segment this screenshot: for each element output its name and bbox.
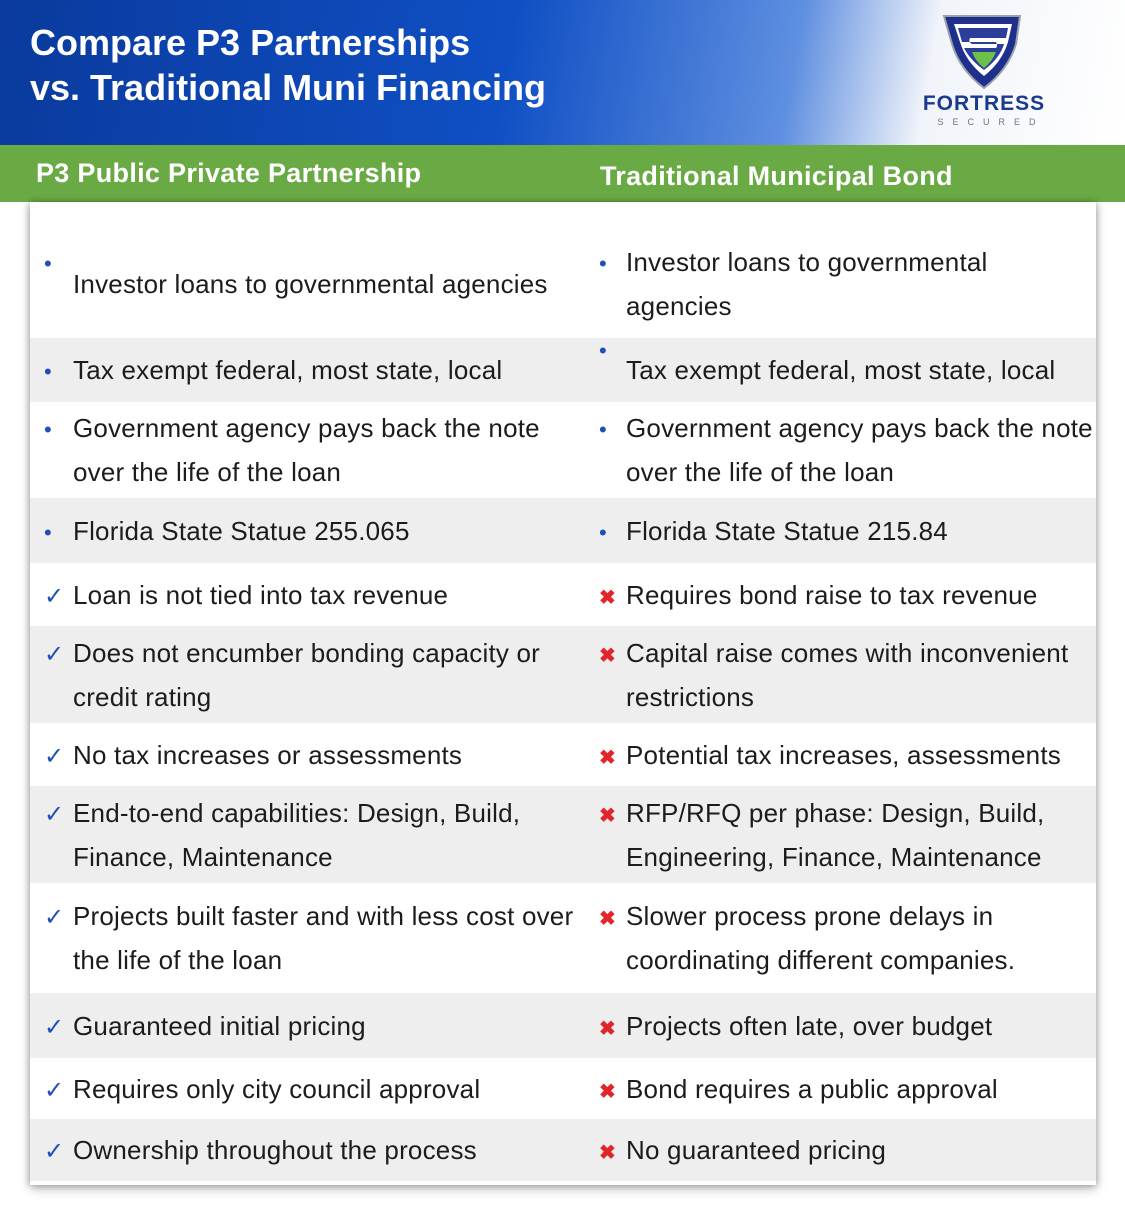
left-cell (30, 993, 590, 1058)
table-row (30, 498, 1096, 563)
page-title-line-2: vs. Traditional Muni Financing (30, 67, 547, 108)
left-cell (30, 883, 590, 993)
left-cell-text: Guaranteed initial pricing (73, 1010, 366, 1041)
right-cell (593, 786, 1096, 883)
left-cell-text: Requires only city council approval (73, 1073, 481, 1104)
logo-wordmark: FORTRESS (922, 92, 1046, 115)
left-cell-text: Tax exempt federal, most state, local (73, 355, 503, 385)
check-icon: ✓ (44, 904, 65, 931)
right-cell (593, 229, 1096, 338)
table-row (30, 1058, 1096, 1119)
logo-tagline: SECURED (937, 117, 1045, 127)
check-icon: ✓ (44, 640, 65, 668)
right-cell-text: Requires bond raise to tax revenue (626, 579, 1038, 610)
right-cell (593, 1119, 1096, 1181)
check-icon: ✓ (44, 742, 65, 770)
cross-icon: ✖ (599, 908, 616, 930)
bullet-icon: • (44, 250, 52, 276)
left-cell-text: Projects built faster and with less cost over the life of the loan (73, 901, 574, 975)
cross-icon: ✖ (599, 1142, 616, 1164)
bullet-icon: • (599, 250, 607, 276)
right-cell (593, 338, 1096, 402)
left-cell (30, 229, 590, 338)
right-cell-text: Capital raise comes with inconvenient restrictions (626, 637, 1069, 712)
table-row (30, 883, 1096, 993)
left-cell-text: Investor loans to governmental agencies (73, 268, 548, 299)
fortress-logo (898, 12, 1070, 132)
right-cell (593, 1058, 1096, 1119)
check-icon: ✓ (44, 1076, 65, 1104)
cross-icon: ✖ (599, 804, 616, 827)
left-cell (30, 402, 590, 498)
page-title (30, 20, 546, 110)
bullet-icon: • (44, 519, 52, 545)
right-column-title: Traditional Municipal Bond (600, 161, 953, 191)
page-title-line-1: Compare P3 Partnerships (30, 22, 471, 63)
cross-icon: ✖ (599, 1080, 616, 1103)
left-cell (30, 626, 590, 723)
right-cell-text: Florida State Statue 215.84 (626, 515, 948, 546)
check-icon: ✓ (44, 582, 65, 610)
cross-icon: ✖ (599, 1017, 616, 1040)
bullet-icon: • (599, 519, 607, 545)
left-cell (30, 723, 590, 786)
right-cell-text: Tax exempt federal, most state, local (626, 355, 1056, 385)
right-cell-text: Slower process prone delays in coordinating different companies. (626, 901, 1016, 975)
left-cell-text: No tax increases or assessments (73, 739, 463, 770)
left-cell-text: Does not encumber bonding capacity or credit rating (73, 637, 541, 712)
left-cell-text: Ownership throughout the process (73, 1135, 477, 1165)
table-row (30, 563, 1096, 626)
right-cell (593, 883, 1096, 993)
right-cell (593, 626, 1096, 723)
right-cell-text: Potential tax increases, assessments (626, 739, 1061, 770)
bullet-icon: • (599, 338, 607, 363)
check-icon: ✓ (44, 1138, 65, 1165)
header-banner (0, 0, 1125, 145)
right-cell (593, 498, 1096, 563)
right-cell (593, 723, 1096, 786)
right-cell-text: Investor loans to governmental agencies (626, 246, 988, 321)
cross-icon: ✖ (599, 586, 616, 609)
cross-icon: ✖ (599, 746, 616, 769)
table-row (30, 626, 1096, 723)
check-icon: ✓ (44, 800, 65, 828)
table-row (30, 338, 1096, 402)
left-cell (30, 786, 590, 883)
table-row (30, 786, 1096, 883)
right-cell (593, 993, 1096, 1058)
table-row (30, 723, 1096, 786)
left-cell (30, 1058, 590, 1119)
bullet-icon: • (44, 359, 52, 384)
left-cell-text: Florida State Statue 255.065 (73, 515, 410, 546)
left-cell (30, 498, 590, 563)
shield-icon (898, 12, 1070, 92)
left-cell (30, 563, 590, 626)
left-cell (30, 338, 590, 402)
left-cell (30, 1119, 590, 1181)
right-cell-text: Projects often late, over budget (626, 1010, 993, 1041)
left-cell-text: End-to-end capabilities: Design, Build, Finance, Maintenance (73, 797, 521, 872)
table-row (30, 402, 1096, 498)
right-cell-text: RFP/RFQ per phase: Design, Build, Engineering, Finance, Maintenance (626, 797, 1045, 872)
table-row (30, 1119, 1096, 1181)
check-icon: ✓ (44, 1013, 65, 1041)
table-row (30, 229, 1096, 338)
right-cell-text: Government agency pays back the note over the life of the loan (626, 413, 1093, 487)
right-cell-text: No guaranteed pricing (626, 1135, 887, 1165)
right-cell-text: Bond requires a public approval (626, 1073, 998, 1104)
table-row (30, 993, 1096, 1058)
right-cell (593, 402, 1096, 498)
left-cell-text: Loan is not tied into tax revenue (73, 579, 449, 610)
right-cell (593, 563, 1096, 626)
bullet-icon: • (599, 417, 607, 442)
left-column-title: P3 Public Private Partnership (36, 158, 422, 188)
left-cell-text: Government agency pays back the note over the life of the loan (73, 413, 540, 487)
bullet-icon: • (44, 417, 52, 442)
cross-icon: ✖ (599, 644, 616, 667)
